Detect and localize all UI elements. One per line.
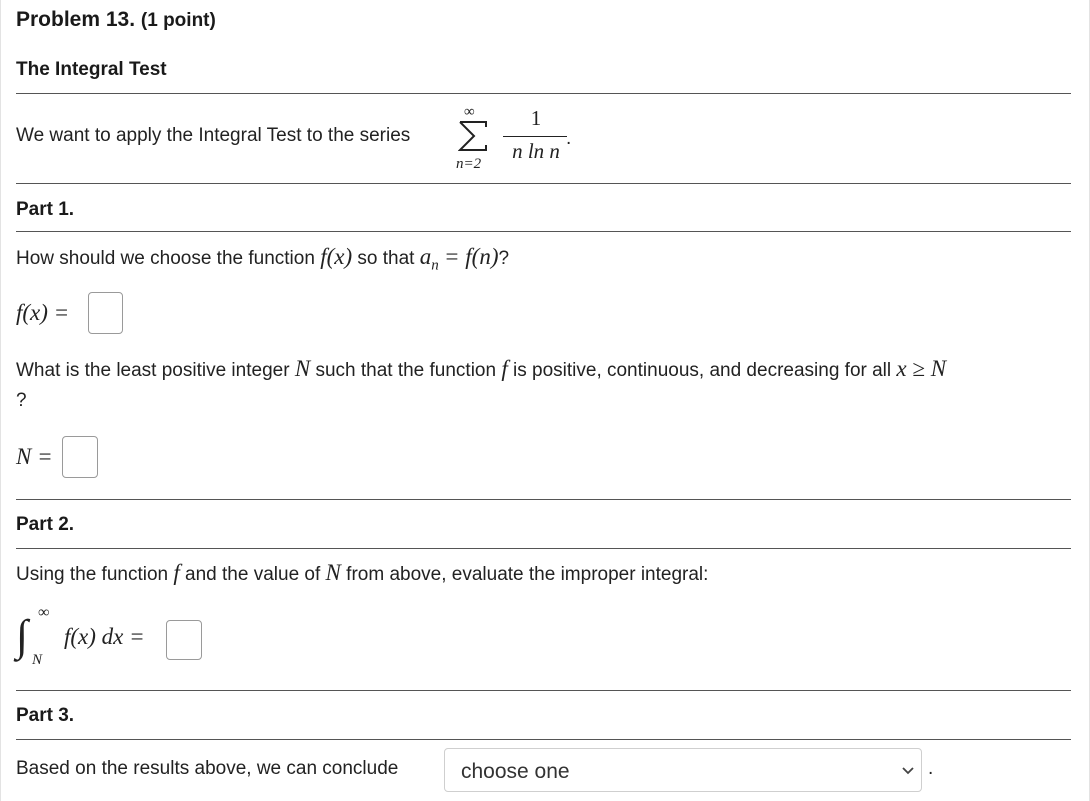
problem-title: Problem 13. bbox=[16, 8, 136, 31]
q2-f: f bbox=[501, 356, 508, 381]
q1-prefix: How should we choose the function bbox=[16, 248, 315, 269]
divider bbox=[16, 231, 1071, 232]
q2-rest: is positive, continuous, and decreasing for all bbox=[513, 360, 892, 381]
q2-N: N bbox=[294, 356, 311, 381]
p2-mid: and the value of bbox=[185, 564, 321, 585]
part3-label: Part 3. bbox=[16, 705, 75, 726]
q2-text: What is the least positive integer bbox=[16, 360, 290, 381]
p2-rest: from above, evaluate the improper integral: bbox=[346, 564, 709, 585]
q2-cond: x ≥ N bbox=[896, 356, 947, 381]
divider bbox=[16, 690, 1071, 691]
sum-lower-limit: n=2 bbox=[456, 156, 482, 172]
answer2-input[interactable] bbox=[62, 436, 98, 478]
q2-mid: such that the function bbox=[315, 360, 497, 381]
answer1-label: f(x) = bbox=[16, 300, 70, 325]
integral-upper-limit: ∞ bbox=[38, 604, 50, 621]
part2-label: Part 2. bbox=[16, 514, 75, 535]
integrand: f(x) dx = bbox=[64, 624, 145, 649]
part3-question: Based on the results above, we can conclude bbox=[16, 758, 399, 779]
q1-end: ? bbox=[498, 248, 510, 269]
q1-eq: = f(n) bbox=[444, 244, 499, 269]
sum-upper-limit: ∞ bbox=[464, 104, 475, 120]
problem-heading bbox=[16, 8, 216, 32]
fraction-bar bbox=[503, 136, 567, 137]
chevron-down-icon bbox=[901, 766, 915, 776]
intro-text: We want to apply the Integral Test to the series bbox=[16, 125, 411, 146]
improper-integral bbox=[16, 604, 176, 674]
integral-lower-limit: N bbox=[32, 652, 43, 668]
fraction-numerator: 1 bbox=[530, 106, 542, 130]
part3-period: . bbox=[928, 758, 934, 779]
q2-end: ? bbox=[16, 390, 27, 411]
answer3-input[interactable] bbox=[166, 620, 202, 660]
intro-period: . bbox=[566, 128, 572, 149]
answer2-label: N = bbox=[16, 444, 53, 469]
part2-question bbox=[16, 561, 708, 587]
part1-question1 bbox=[16, 245, 509, 278]
part1-question2 bbox=[16, 357, 946, 383]
divider bbox=[16, 183, 1071, 184]
problem-subtitle: The Integral Test bbox=[16, 59, 167, 80]
divider bbox=[16, 93, 1071, 94]
answer1-input[interactable] bbox=[88, 292, 123, 334]
q1-an: $a_n$ bbox=[419, 244, 439, 274]
p2-N: N bbox=[325, 560, 341, 585]
part1-label: Part 1. bbox=[16, 199, 75, 220]
divider bbox=[16, 548, 1071, 549]
select-value: choose one bbox=[461, 760, 570, 783]
problem-points: (1 point) bbox=[140, 10, 216, 31]
conclusion-select[interactable] bbox=[444, 748, 922, 792]
p2-f: f bbox=[173, 560, 180, 585]
q1-mid: so that bbox=[357, 248, 415, 269]
q1-fx: f(x) bbox=[320, 244, 353, 269]
divider bbox=[16, 739, 1071, 740]
integral-sign-icon: ∫ bbox=[16, 611, 29, 660]
p2-prefix: Using the function bbox=[16, 564, 169, 585]
divider bbox=[16, 499, 1071, 500]
series-fraction bbox=[501, 104, 571, 168]
series-sum bbox=[456, 104, 496, 174]
sigma-icon bbox=[458, 120, 490, 152]
fraction-denominator: n ln n bbox=[512, 139, 560, 163]
